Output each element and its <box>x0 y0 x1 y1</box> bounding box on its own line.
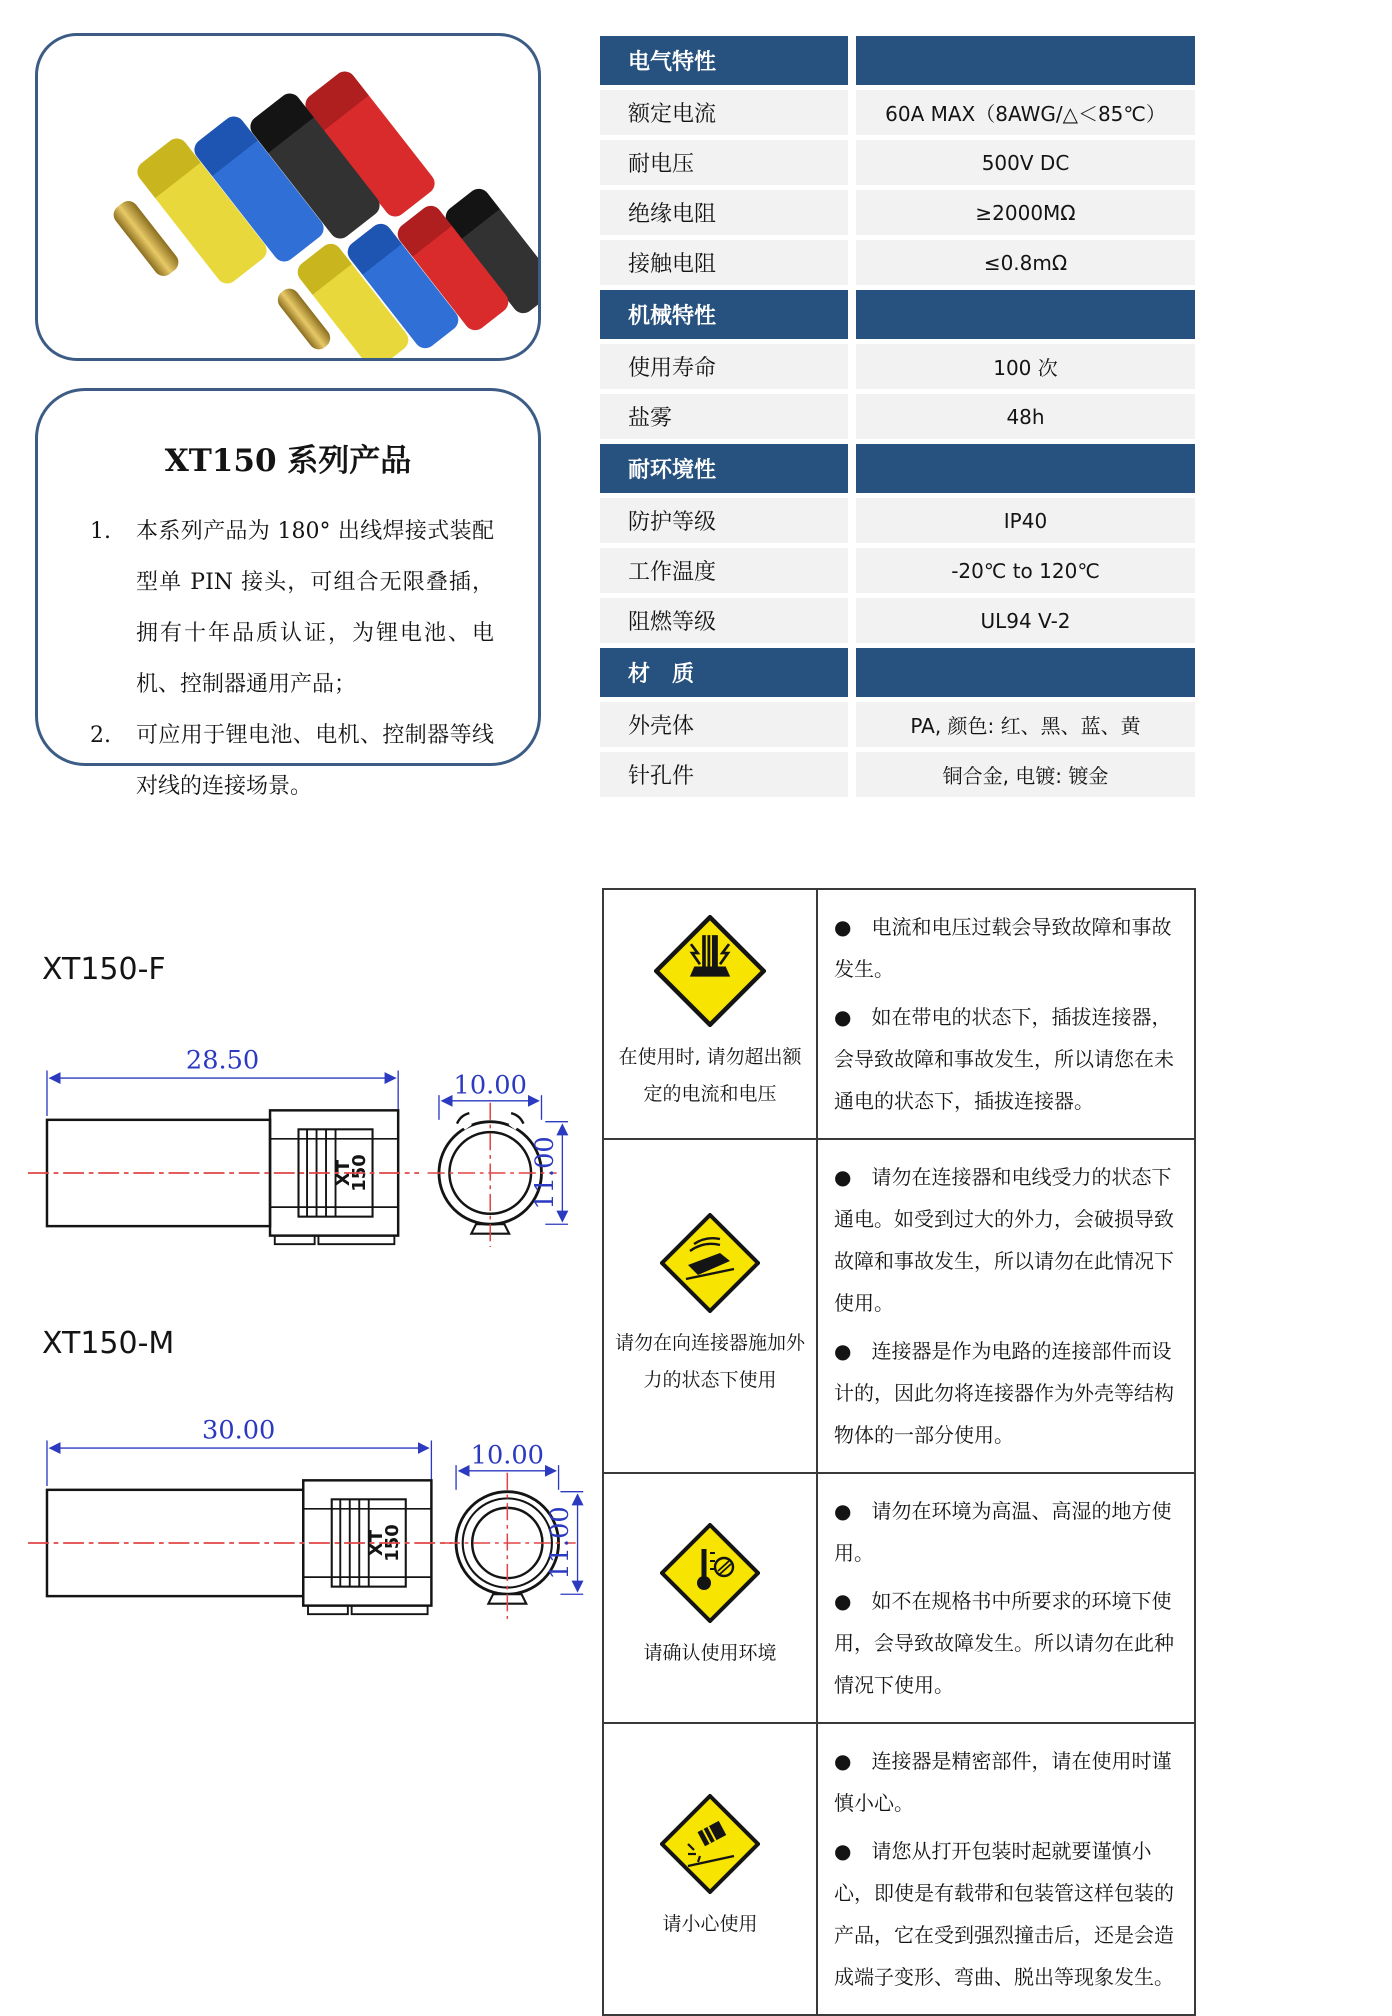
housing-marking: 150 <box>382 1524 404 1562</box>
spec-row <box>600 598 1195 643</box>
spec-table <box>600 36 1195 802</box>
spec-section-header <box>600 648 1195 697</box>
height-dim-text: 11.00 <box>545 1506 576 1580</box>
product-photo-panel <box>35 33 541 361</box>
external-force-warning-icon <box>660 1213 760 1313</box>
item-number: 1. <box>90 519 111 544</box>
section-header-filler <box>856 36 1195 85</box>
spec-row <box>600 90 1195 135</box>
warning-text-cell <box>818 1140 1194 1472</box>
warning-left-cell <box>604 890 818 1138</box>
spec-label: 盐雾 <box>628 406 673 431</box>
spec-value: -20℃ to 120℃ <box>951 558 1100 583</box>
xt150-f-drawing <box>28 1042 588 1279</box>
drawing-label-xt150-m: XT150-M <box>42 1326 175 1361</box>
spec-label: 工作温度 <box>628 560 717 585</box>
warning-caption: 请勿在向连接器施加外力的状态下使用 <box>614 1331 805 1391</box>
spec-label: 使用寿命 <box>628 356 717 381</box>
spec-section-header <box>600 290 1195 339</box>
spec-label: 绝缘电阻 <box>628 202 717 227</box>
section-header-label: 电气特性 <box>628 50 717 75</box>
warning-row <box>604 1722 1194 2014</box>
warning-left-cell <box>604 1474 818 1722</box>
spec-row <box>600 752 1195 797</box>
description-list <box>90 506 494 812</box>
spec-row <box>600 702 1195 747</box>
housing-marking: XT <box>332 1159 354 1187</box>
width-dim-text: 10.00 <box>453 1070 527 1101</box>
spec-value: UL94 V-2 <box>980 608 1071 633</box>
warning-bullet: ● 连接器是精密部件，请在使用时谨慎小心。 <box>834 1749 1172 1815</box>
spec-row <box>600 394 1195 439</box>
spec-label: 阻燃等级 <box>628 610 717 635</box>
warning-bullet: ● 如在带电的状态下，插拔连接器，会导致故障和事故发生，所以请您在未通电的状态下，插拔连接器。 <box>834 1005 1174 1113</box>
spec-value: PA, 颜色: 红、黑、蓝、黄 <box>910 714 1141 738</box>
item-text: 本系列产品为 180° 出线焊接式装配型单 PIN 接头，可组合无限叠插，拥有十年品质认证，为锂电池、电机、控制器通用产品； <box>136 519 494 698</box>
spec-row <box>600 344 1195 389</box>
length-dim-text: 28.50 <box>185 1045 260 1076</box>
item-number: 2. <box>90 723 111 749</box>
description-item <box>90 710 494 812</box>
spec-value: ≤0.8mΩ <box>983 250 1068 275</box>
item-text: 可应用于锂电池、电机、控制器等线对线的连接场景。 <box>136 723 494 800</box>
overcurrent-warning-icon <box>654 915 766 1027</box>
series-title: XT150 系列产品 <box>164 443 412 479</box>
warning-row <box>604 1138 1194 1472</box>
warning-bullet: ● 请您从打开包装时起就要谨慎小心，即使是有载带和包装管这样包装的产品，它在受到强烈撞击后，还是会造成端子变形、弯曲、脱出等现象发生。 <box>834 1839 1174 1989</box>
environment-warning-icon <box>660 1523 760 1623</box>
description-item <box>90 506 494 710</box>
warning-caption: 请确认使用环境 <box>643 1642 777 1665</box>
warning-text-cell <box>818 1724 1194 2014</box>
warning-row <box>604 890 1194 1138</box>
section-header-label: 耐环境性 <box>628 458 717 483</box>
warning-text-cell <box>818 1474 1194 1722</box>
width-dim-text: 10.00 <box>470 1440 544 1471</box>
warning-bullet: ● 如不在规格书中所要求的环境下使用，会导致故障发生。所以请勿在此种情况下使用。 <box>834 1589 1174 1697</box>
warning-bullet: ● 电流和电压过载会导致故障和事故发生。 <box>834 915 1172 981</box>
spec-label: 防护等级 <box>628 510 717 535</box>
length-dim-text: 30.00 <box>202 1415 276 1446</box>
section-header-label: 材 质 <box>628 662 695 687</box>
warning-row <box>604 1472 1194 1722</box>
spec-value: ≥2000MΩ <box>975 200 1076 225</box>
warning-bullet: ● 请勿在环境为高温、高湿的地方使用。 <box>834 1499 1172 1565</box>
warning-caption: 在使用时, 请勿超出额定的电流和电压 <box>618 1045 802 1105</box>
handle-with-care-warning-icon <box>660 1794 760 1894</box>
section-header-filler <box>856 648 1195 697</box>
housing-marking: 150 <box>348 1154 370 1192</box>
spec-value: IP40 <box>1003 508 1048 533</box>
spec-label: 针孔件 <box>628 764 695 789</box>
drawing-label-xt150-f: XT150-F <box>42 952 166 987</box>
section-header-label: 机械特性 <box>628 304 717 329</box>
warning-left-cell <box>604 1140 818 1472</box>
spec-row <box>600 498 1195 543</box>
spec-value: 铜合金, 电镀: 镀金 <box>942 764 1109 788</box>
height-dim-text: 11.00 <box>529 1136 560 1210</box>
spec-row <box>600 240 1195 285</box>
warning-text-cell <box>818 890 1194 1138</box>
warning-table <box>602 888 1196 2016</box>
spec-value: 500V DC <box>981 150 1070 175</box>
spec-label: 接触电阻 <box>628 252 717 277</box>
warning-bullet: ● 连接器是作为电路的连接部件而设计的，因此勿将连接器作为外壳等结构物体的一部分使用。 <box>834 1339 1174 1447</box>
spec-value: 48h <box>1006 404 1045 429</box>
xt150-m-drawing <box>28 1412 588 1649</box>
description-panel <box>35 388 541 800</box>
spec-section-header <box>600 444 1195 493</box>
section-header-filler <box>856 290 1195 339</box>
spec-value: 100 次 <box>993 356 1058 380</box>
spec-label: 耐电压 <box>628 152 695 177</box>
spec-row <box>600 190 1195 235</box>
warning-caption: 请小心使用 <box>662 1913 758 1936</box>
spec-label: 外壳体 <box>628 714 695 739</box>
housing-marking: XT <box>366 1529 388 1557</box>
spec-label: 额定电流 <box>628 102 717 127</box>
spec-row <box>600 548 1195 593</box>
warning-left-cell <box>604 1724 818 2014</box>
section-header-filler <box>856 444 1195 493</box>
spec-row <box>600 140 1195 185</box>
spec-value: 60A MAX（8AWG/△＜85℃） <box>885 102 1166 126</box>
warning-bullet: ● 请勿在连接器和电线受力的状态下通电。如受到过大的外力，会破损导致故障和事故发生，所以请勿在此情况下使用。 <box>834 1165 1174 1315</box>
spec-section-header <box>600 36 1195 85</box>
